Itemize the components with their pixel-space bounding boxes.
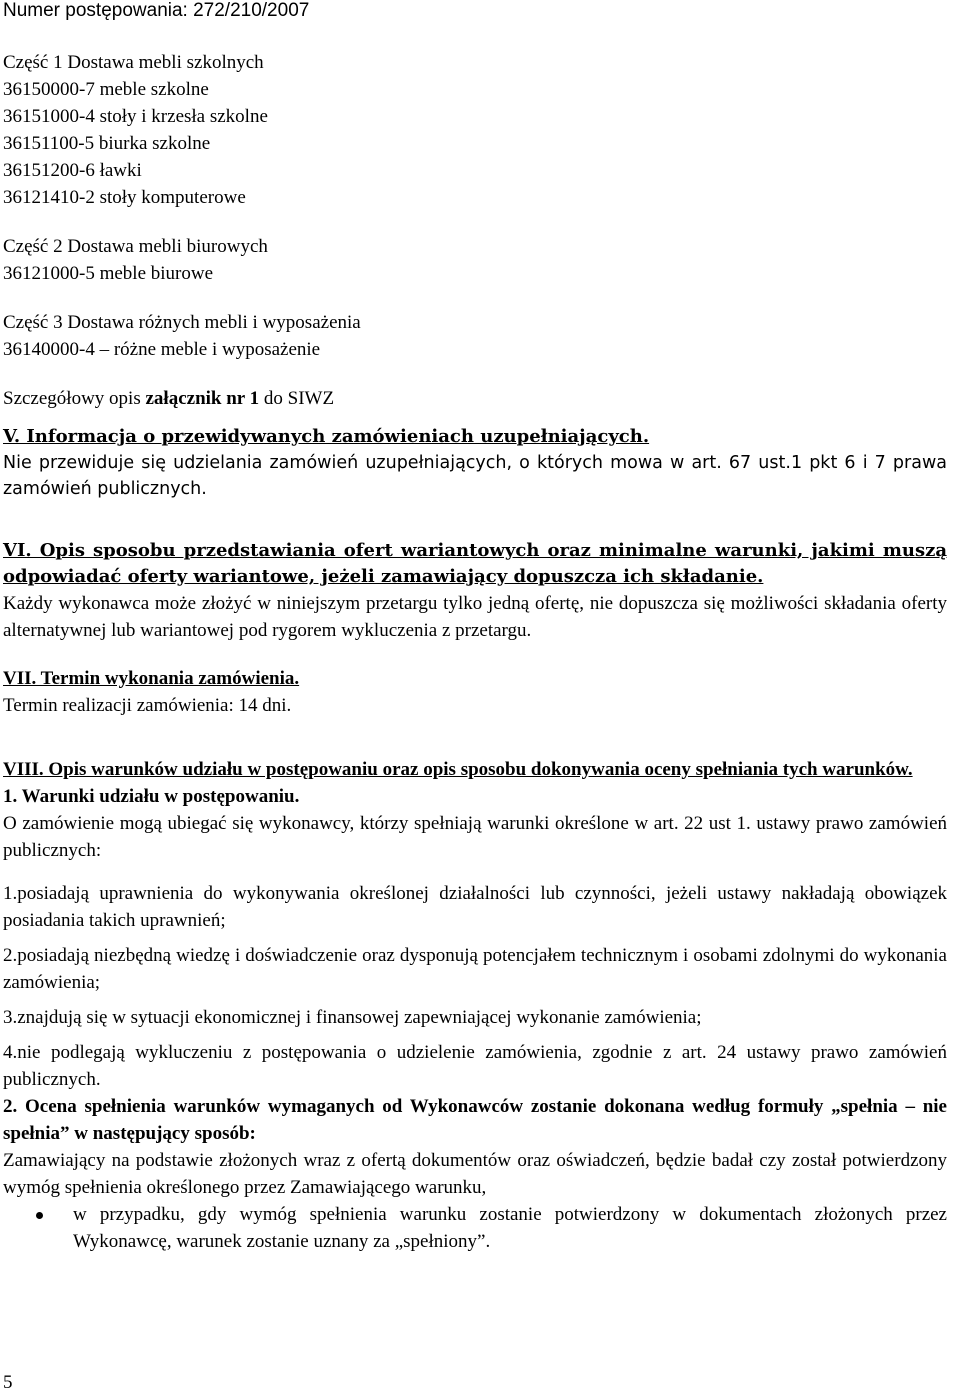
section-8 [3, 756, 947, 1255]
cpv-code: 36151200-6 ławki [3, 160, 142, 181]
details-reference [3, 385, 947, 412]
part2-title: Część 2 Dostawa mebli biurowych [3, 236, 268, 257]
condition-item: 1.posiadają uprawnienia do wykonywania określonej działalności lub czynności, jeżeli ustawy nakładają obowiązek posiadania takich uprawnień; [3, 883, 947, 931]
part1-title: Część 1 Dostawa mebli szkolnych [3, 52, 264, 73]
section-7-heading: VII. Termin wykonania zamówienia. [3, 668, 300, 689]
attachment-reference: załącznik nr 1 [145, 388, 260, 409]
procedure-number-header: Numer postępowania: 272/210/2007 [3, 0, 310, 21]
cpv-code: 36151100-5 biurka szkolne [3, 133, 211, 154]
cpv-code: 36140000-4 – różne meble i wyposażenie [3, 339, 321, 360]
cpv-code: 36121410-2 stoły komputerowe [3, 187, 246, 208]
section-8-subheading-1: 1. Warunki udziału w postępowaniu. [3, 786, 300, 807]
condition-item: 4.nie podlegają wykluczeniu z postępowania o udzielenie zamówienia, zgodnie z art. 24 ustawy prawo zamówień publicznych. [3, 1042, 947, 1090]
list-item-text: w przypadku, gdy wymóg spełnienia warunku zostanie potwierdzony w dokumentach złożonych przez Wykonawcę, warunek zostanie uznany za „spełniony”. [73, 1204, 947, 1252]
section-7-body: Termin realizacji zamówienia: 14 dni. [3, 695, 292, 716]
details-prefix: Szczegółowy opis [3, 388, 146, 409]
assessment-list [3, 1201, 947, 1255]
bullet-icon [36, 1212, 43, 1219]
cpv-section [3, 49, 947, 412]
part3-title: Część 3 Dostawa różnych mebli i wyposażenia [3, 312, 361, 333]
cpv-code: 36150000-7 meble szkolne [3, 79, 209, 100]
list-item [3, 1201, 947, 1255]
section-5-heading: V. Informacja o przewidywanych zamówieniach uzupełniających. [3, 426, 650, 447]
section-8-assessment: Zamawiający na podstawie złożonych wraz z ofertą dokumentów oraz oświadczeń, będzie badał czy został potwierdzony wymóg spełnienia określonego przez Zamawiającego warunku, [3, 1150, 947, 1198]
section-6 [3, 538, 947, 644]
section-5 [3, 424, 947, 502]
document-page [3, 0, 947, 1255]
section-8-intro: O zamówienie mogą ubiegać się wykonawcy, którzy spełniają warunki określone w art. 22 ust 1. ustawy prawo zamówień publicznych: [3, 813, 947, 861]
section-8-heading: VIII. Opis warunków udziału w postępowaniu oraz opis sposobu dokonywania oceny spełniania tych warunków. [3, 759, 913, 780]
details-suffix: do SIWZ [259, 388, 335, 409]
page-number: 5 [3, 1372, 13, 1393]
section-8-subheading-2: 2. Ocena spełnienia warunków wymaganych od Wykonawców zostanie dokonana według formuły „spełnia – nie spełnia” w następujący sposób: [3, 1096, 947, 1144]
condition-item: 2.posiadają niezbędną wiedzę i doświadczenie oraz dysponują potencjałem technicznym i osobami zdolnymi do wykonania zamówienia; [3, 945, 947, 993]
cpv-code: 36121000-5 meble biurowe [3, 263, 214, 284]
condition-item: 3.znajdują się w sytuacji ekonomicznej i finansowej zapewniającej wykonanie zamówienia; [3, 1007, 702, 1028]
section-7 [3, 665, 947, 719]
cpv-code: 36151000-4 stoły i krzesła szkolne [3, 106, 268, 127]
section-6-heading: VI. Opis sposobu przedstawiania ofert wariantowych oraz minimalne warunki, jakimi muszą odpowiadać oferty wariantowe, jeżeli zamawiający dopuszcza ich składanie. [3, 540, 947, 587]
section-5-body: Nie przewiduje się udzielania zamówień uzupełniających, o których mowa w art. 67 ust.1 pkt 6 i 7 prawa zamówień publicznych. [3, 453, 947, 499]
section-6-body: Każdy wykonawca może złożyć w niniejszym przetargu tylko jedną ofertę, nie dopuszcza się możliwości składania oferty alternatywnej lub wariantowej pod rygorem wykluczenia z przetargu. [3, 593, 947, 641]
